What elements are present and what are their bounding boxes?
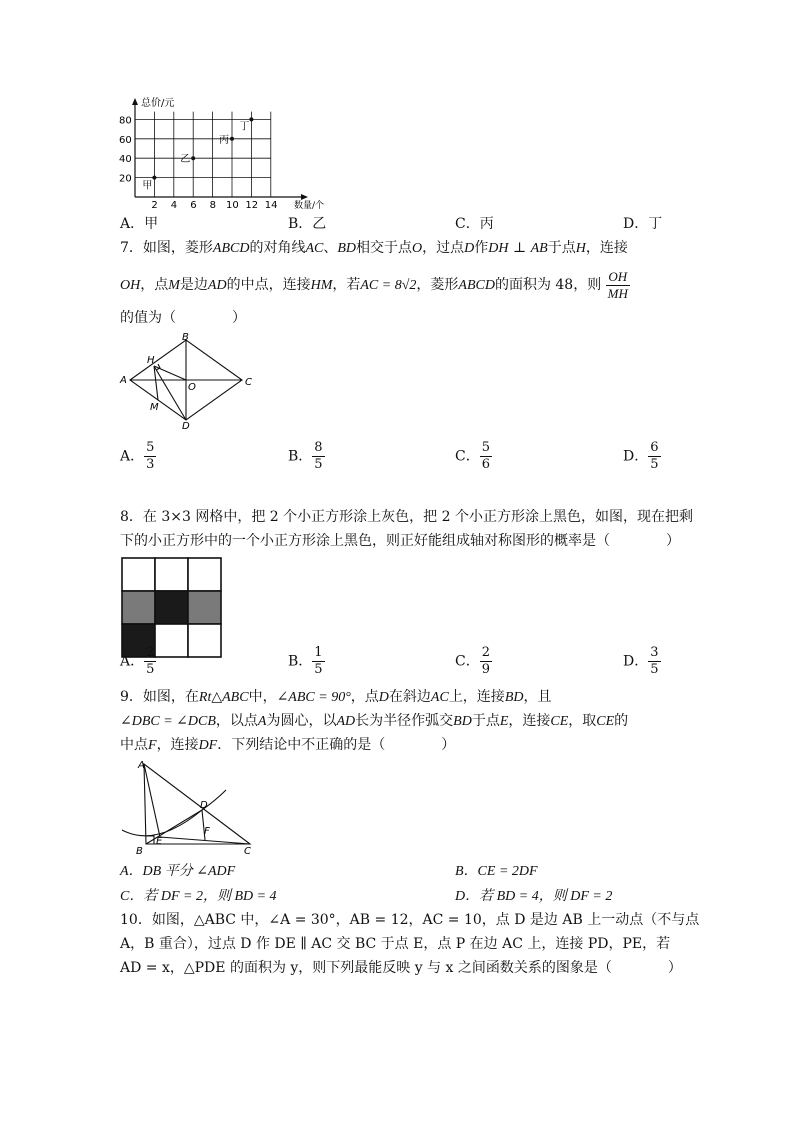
price-quantity-chart bbox=[116, 94, 325, 211]
chart-point-label: 乙 bbox=[180, 154, 191, 166]
q10-line-3: AD = x，△PDE 的面积为 y，则下列最能反映 y 与 x 之间函数关系的图象是（ ） bbox=[120, 960, 682, 976]
option-label: D． bbox=[623, 653, 649, 670]
q7-line-2: OH，点M是边AD的中点，连接HM，若AC = 8√2，菱形ABCD的面积为 48，则 $\frac{OH}{MH}$ bbox=[120, 268, 628, 301]
q7-option-c[interactable] bbox=[455, 440, 492, 473]
option-fraction: $\frac{2}{9}$ bbox=[481, 645, 490, 677]
chart-point bbox=[152, 176, 156, 180]
q9-option-c[interactable]: C．若 DF = 2，则 BD = 4 bbox=[120, 889, 277, 904]
option-fraction: $\frac{1}{5}$ bbox=[314, 645, 323, 677]
option-label: A． bbox=[120, 448, 145, 465]
label-d: D bbox=[182, 421, 190, 432]
q10-line-2: A，B 重合），过点 D 作 DE ∥ AC 交 BC 于点 E，点 P 在边 AC 上，连接 PD，PE，若 bbox=[120, 936, 671, 952]
q6-option-b[interactable]: B．乙 bbox=[288, 216, 327, 232]
chart-point-label: 丁 bbox=[239, 121, 250, 133]
label-b: B bbox=[182, 332, 189, 343]
q8-line-2: 下的小正方形中的一个小正方形涂上黑色，则正好能组成轴对称图形的概率是（ ） bbox=[120, 533, 680, 549]
chart-point bbox=[191, 156, 195, 160]
right-triangle-figure bbox=[116, 756, 266, 858]
grid-cell-white bbox=[122, 558, 155, 591]
x-tick-label: 4 bbox=[170, 200, 178, 211]
q7-option-a[interactable] bbox=[120, 440, 156, 473]
q8-option-b[interactable] bbox=[288, 645, 325, 678]
option-label: C． bbox=[455, 448, 480, 465]
label-h: H bbox=[147, 355, 155, 366]
label-f: F bbox=[204, 826, 210, 837]
q7-option-d[interactable] bbox=[623, 440, 661, 473]
q7-line-1: 7．如图，菱形ABCD的对角线AC、BD相交于点O，过点D作DH ⊥ AB于点H，连接 bbox=[120, 240, 628, 256]
x-tick-label: 12 bbox=[245, 200, 259, 211]
option-fraction: $\frac{5}{3}$ bbox=[146, 440, 155, 472]
x-tick-label: 10 bbox=[226, 200, 239, 211]
y-axis-title: 总价/元 bbox=[141, 98, 175, 109]
x-axis-title: 数量/个 bbox=[294, 201, 325, 211]
grid-cell-white bbox=[188, 624, 221, 657]
label-a: A bbox=[138, 760, 145, 771]
option-fraction: $\frac{3}{5}$ bbox=[650, 645, 659, 677]
option-label: B． bbox=[288, 653, 313, 670]
grid-cell-gray bbox=[122, 591, 155, 624]
q6-option-a[interactable]: A．甲 bbox=[120, 216, 159, 232]
label-o: O bbox=[188, 382, 196, 393]
grid-cell-white bbox=[188, 558, 221, 591]
q9-option-b[interactable]: B．CE = 2DF bbox=[455, 864, 538, 879]
grid-cell-white bbox=[155, 624, 188, 657]
option-fraction: $\frac{5}{6}$ bbox=[481, 440, 490, 472]
label-c: C bbox=[245, 377, 252, 388]
q6-option-d[interactable]: D．丁 bbox=[623, 216, 663, 232]
y-tick-label: 80 bbox=[119, 115, 132, 127]
grid-cell-gray bbox=[188, 591, 221, 624]
chart-point bbox=[230, 137, 234, 141]
label-e: E bbox=[156, 836, 163, 847]
option-label: B． bbox=[288, 448, 313, 465]
q9-line-1: 9．如图，在Rt△ABC中，∠ABC = 90°，点D在斜边AC上，连接BD，且 bbox=[120, 689, 552, 705]
q7-ratio-fraction: $\frac{OH}{MH}$ bbox=[607, 268, 628, 301]
x-tick-label: 6 bbox=[190, 200, 197, 211]
q8-option-a[interactable] bbox=[120, 645, 156, 678]
chart-point-label: 丙 bbox=[219, 134, 229, 146]
x-tick-label: 14 bbox=[264, 200, 278, 211]
y-tick-label: 40 bbox=[119, 154, 132, 166]
option-label: D． bbox=[623, 448, 649, 465]
q8-option-c[interactable] bbox=[455, 645, 492, 678]
q9-option-d[interactable]: D．若 BD = 4，则 DF = 2 bbox=[455, 889, 613, 904]
q7-option-b[interactable] bbox=[288, 440, 325, 473]
grid-cell-black bbox=[155, 591, 188, 624]
option-fraction: $\frac{6}{5}$ bbox=[650, 440, 659, 472]
y-tick-label: 60 bbox=[119, 134, 132, 146]
option-label: C． bbox=[455, 653, 480, 670]
label-a: A bbox=[120, 375, 127, 386]
q8-line-1: 8．在 3×3 网格中，把 2 个小正方形涂上灰色，把 2 个小正方形涂上黑色，如图，现在把剩 bbox=[120, 509, 693, 525]
chart-point-label: 甲 bbox=[142, 180, 153, 192]
q9-line-2: ∠DBC = ∠DCB，以点A为圆心，以AD长为半径作弧交BD于点E，连接CE，取CE的 bbox=[120, 713, 629, 729]
x-tick-label: 2 bbox=[151, 200, 158, 211]
grid-cell-white bbox=[155, 558, 188, 591]
label-m: M bbox=[150, 402, 159, 413]
chart-point bbox=[249, 117, 253, 121]
label-c: C bbox=[244, 846, 251, 857]
q6-option-c[interactable]: C．丙 bbox=[455, 216, 494, 232]
label-b: B bbox=[136, 846, 143, 857]
option-label: A． bbox=[120, 653, 145, 670]
q9-line-3: 中点F，连接DF．下列结论中不正确的是（ ） bbox=[120, 737, 456, 753]
option-fraction: $\frac{8}{5}$ bbox=[314, 440, 323, 472]
option-fraction: $\frac{2}{5}$ bbox=[146, 645, 155, 677]
q7-line-3: 的值为（ ） bbox=[120, 310, 246, 326]
q9-option-a[interactable]: A．DB 平分 ∠ADF bbox=[120, 864, 236, 879]
rhombus-figure bbox=[116, 330, 266, 430]
y-tick-label: 20 bbox=[119, 173, 132, 185]
x-tick-label: 8 bbox=[209, 200, 216, 211]
q10-line-1: 10．如图，△ABC 中，∠A = 30°，AB = 12，AC = 10，点 D 是边 AB 上一动点（不与点 bbox=[120, 912, 700, 928]
q8-option-d[interactable] bbox=[623, 645, 661, 678]
label-d: D bbox=[200, 800, 208, 811]
